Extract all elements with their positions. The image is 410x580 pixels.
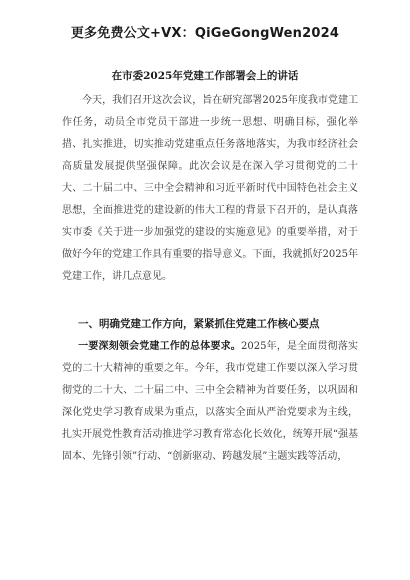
paragraph-section-1-text: 2025年，是全面贯彻落实党的二十大精神的重要之年。今年，我市党建工作要以深入学习贯彻党的二十大、二十届二中、三中全会精神为首要任务，以巩固和深化党史学习教育成果为重点，以落实全面从严治党要求为主线，扎实开展党性教育活动推进学习教育常态化长效化，统筹开展“强基固本、先锋引领”行动、“创新驱动、跨越发展”主题实践等活动， — [62, 341, 358, 462]
paragraph-section-1 — [62, 336, 358, 526]
section-heading-1: 一、明确党建工作方向，紧紧抓住党建工作核心要点 — [78, 318, 320, 330]
document-title: 在市委2025年党建工作部署会上的讲话 — [111, 70, 299, 82]
paragraph-lead-sentence: 一要深刻领会党建工作的总体要求。 — [78, 341, 241, 352]
paragraph-intro — [62, 90, 358, 340]
watermark-header: 更多免费公文+VX：QiGeGongWen2024 — [70, 26, 340, 41]
paragraph-intro-text: 今天，我们召开这次会议，旨在研究部署2025年度我市党建工作任务，动员全市党员干部进一步统一思想、明确目标，强化举措、扎实推进，切实推动党建重点任务落地落实，为我市经济社会高质量发展提供坚强保障。此次会议是在深入学习贯彻党的二十大、二十届二中、三中全会精神和习近平新时代中国特色社会主义思想，全面推进党的建设新的伟大工程的背景下召开的，是认真落实市委《关于进一步加强党的建设的实施意见》的重要举措，对于做好今年的党建工作具有重要的指导意义。下面，我就抓好2025年党建工作，讲几点意见。 — [62, 95, 358, 282]
